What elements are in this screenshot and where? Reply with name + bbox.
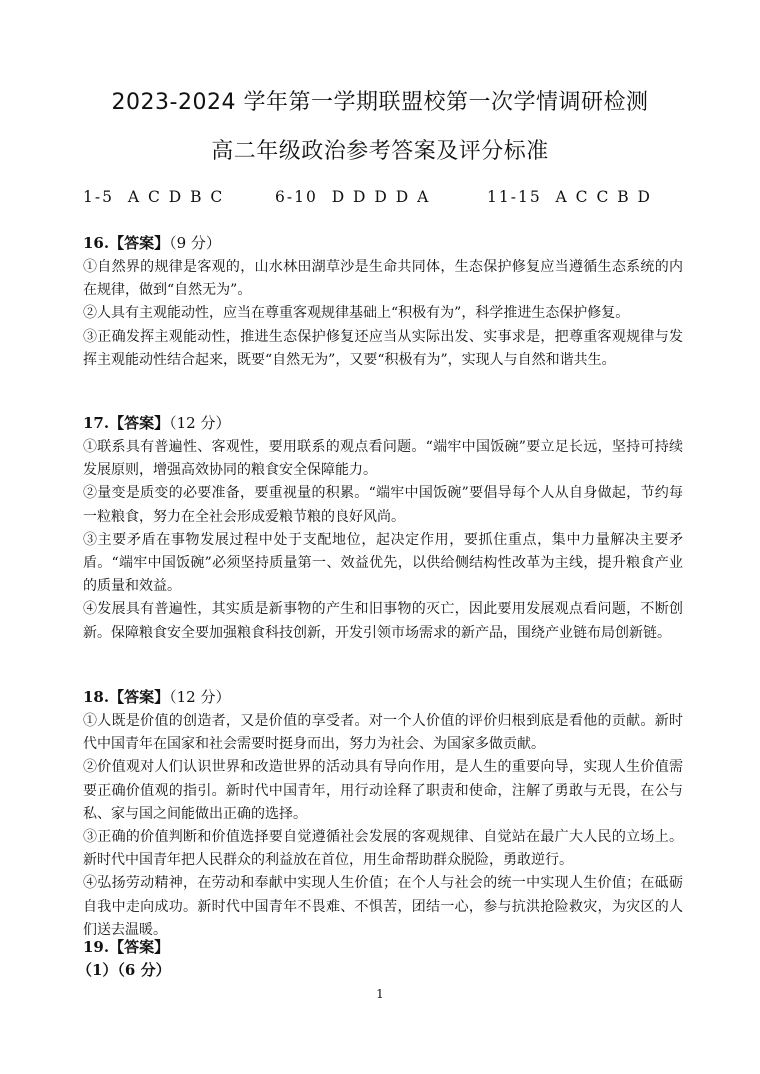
mc-answer-group-1 — [83, 186, 224, 208]
mc-answers: D D D D A — [331, 188, 431, 206]
document-subtitle: 高二年级政治参考答案及评分标准 — [211, 139, 549, 164]
q19-number: 19. — [83, 938, 110, 956]
q18-heading — [83, 687, 230, 707]
q16-point-2: ②人具有主观能动性，应当在尊重客观规律基础上“积极有为”，科学推进生态保护修复。 — [83, 305, 630, 322]
q17-answer-tag: 【答案】 — [109, 414, 170, 432]
q17-point-3: ③主要矛盾在事物发展过程中处于支配地位，起决定作用，要抓住重点，集中力量解决主要矛盾。“端牢中国饭碗”必须坚持质量第一、效益优先，以供给侧结构性改革为主线，提升粮食产业的质量和效益。 — [83, 531, 683, 595]
q18-point-3: ③正确的价值判断和价值选择要自觉遵循社会发展的客观规律、自觉站在最广大人民的立场上。新时代中国青年把人民群众的利益放在首位，用生命帮助群众脱险，勇敢逆行。 — [83, 829, 683, 869]
mc-range: 6-10 — [275, 188, 318, 206]
q16-answer-body — [83, 256, 683, 372]
mc-range: 11-15 — [487, 188, 542, 206]
q17-number: 17. — [83, 414, 110, 432]
q17-point-2: ②量变是质变的必要准备，要重视量的积累。“端牢中国饭碗”要倡导每个人从自身做起，节约每一粒粮食，努力在全社会形成爱粮节粮的良好风尚。 — [83, 485, 683, 525]
q18-answer-body — [83, 710, 683, 942]
q19-heading — [83, 937, 169, 957]
q16-number: 16. — [83, 234, 110, 252]
page-number: 1 — [376, 987, 384, 1001]
q17-points: （12 分） — [169, 414, 231, 432]
mc-answer-group-3 — [487, 186, 652, 208]
q19-answer-tag: 【答案】 — [109, 938, 170, 956]
document-title: 2023-2024 学年第一学期联盟校第一次学情调研检测 — [111, 90, 649, 115]
q17-heading — [83, 413, 230, 433]
q18-point-2: ②价值观对人们认识世界和改造世界的活动具有导向作用，是人生的重要向导，实现人生价值需要正确价值观的指引。新时代中国青年，用行动诠释了职责和使命，注解了勇敢与无畏，在公与私、家与国之间能做出正确的选择。 — [83, 759, 683, 822]
mc-answers: A C C B D — [555, 188, 652, 206]
q18-points: （12 分） — [169, 688, 231, 706]
q16-points: （9 分） — [169, 234, 221, 252]
q18-number: 18. — [83, 688, 110, 706]
q19-subpart-1: （1）（6 分） — [77, 961, 171, 979]
mc-answer-group-2 — [275, 186, 430, 208]
q16-heading — [83, 233, 221, 253]
mc-range: 1-5 — [83, 188, 114, 206]
q17-answer-body — [83, 436, 683, 645]
q16-point-1: ①自然界的规律是客观的，山水林田湖草沙是生命共同体，生态保护修复应当遵循生态系统的内在规律，做到“自然无为”。 — [83, 259, 683, 299]
q17-point-1: ①联系具有普遍性、客观性，要用联系的观点看问题。“端牢中国饭碗”要立足长远，坚持可持续发展原则，增强高效协同的粮食安全保障能力。 — [83, 439, 683, 479]
mc-answers: A C D B C — [127, 188, 225, 206]
q18-answer-tag: 【答案】 — [109, 688, 170, 706]
q18-point-1: ①人既是价值的创造者，又是价值的享受者。对一个人价值的评价归根到底是看他的贡献。新时代中国青年在国家和社会需要时挺身而出，努力为社会、为国家多做贡献。 — [83, 713, 683, 753]
q16-answer-tag: 【答案】 — [109, 234, 170, 252]
q17-point-4: ④发展具有普遍性，其实质是新事物的产生和旧事物的灭亡，因此要用发展观点看问题，不断创新。保障粮食安全要加强粮食科技创新，开发引领市场需求的新产品，围绕产业链布局创新链。 — [83, 601, 683, 641]
q16-point-3: ③正确发挥主观能动性，推进生态保护修复还应当从实际出发、实事求是，把尊重客观规律与发挥主观能动性结合起来，既要“自然无为”，又要“积极有为”，实现人与自然和谐共生。 — [83, 328, 683, 368]
q18-point-4: ④弘扬劳动精神，在劳动和奉献中实现人生价值；在个人与社会的统一中实现人生价值；在砥砺自我中走向成功。新时代中国青年不畏难、不惧苦，团结一心，参与抗洪抢险救灾，为灾区的人们送去温暖。 — [83, 875, 683, 938]
